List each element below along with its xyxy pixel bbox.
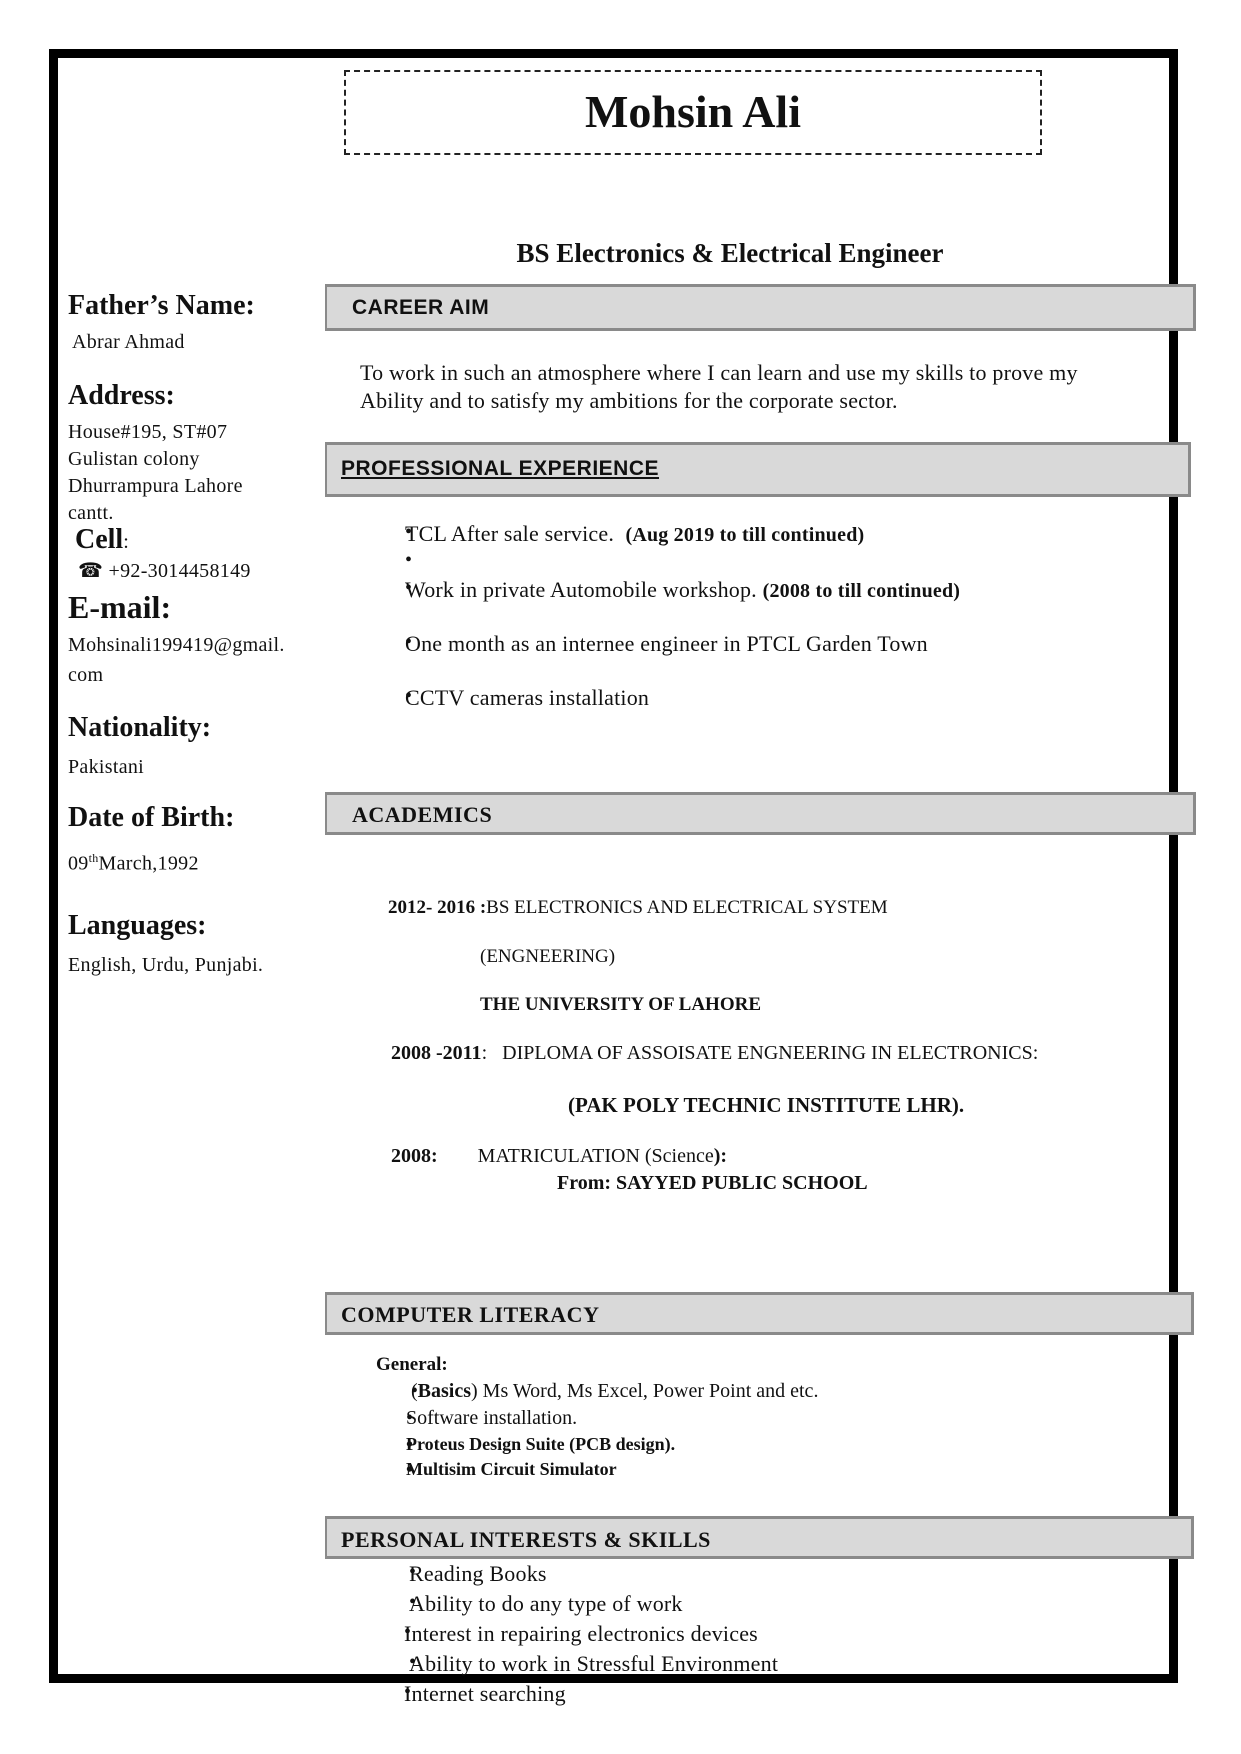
computer-item: • Multisim Circuit Simulator bbox=[376, 1459, 1156, 1484]
interests-header: PERSONAL INTERESTS & SKILLS bbox=[325, 1516, 1194, 1559]
email-line-2: com bbox=[68, 664, 104, 686]
career-aim-line-1: To work in such an atmosphere where I can learn and use my skills to prove my bbox=[360, 360, 1078, 385]
email-label: E-mail: bbox=[68, 589, 172, 625]
computer-item: • Proteus Design Suite (PCB design). bbox=[376, 1434, 1156, 1459]
computer-item: • (Basics) Ms Word, Ms Excel, Power Point and etc. bbox=[376, 1380, 1156, 1407]
candidate-name: Mohsin Ali bbox=[344, 70, 1042, 155]
address-line-2: Gulistan colony bbox=[68, 448, 200, 470]
experience-item: • One month as an internee engineer in PTCL Garden Town bbox=[405, 631, 1165, 685]
experience-item: • CCTV cameras installation bbox=[405, 685, 1165, 713]
experience-list bbox=[405, 521, 1165, 713]
nationality-value: Pakistani bbox=[68, 756, 145, 778]
address-line-1: House#195, ST#07 bbox=[68, 421, 228, 443]
academics-entry-2: 2008 -2011: DIPLOMA OF ASSOISATE ENGNEERING IN ELECTRONICS: bbox=[391, 1042, 1039, 1064]
address-line-3: Dhurrampura Lahore bbox=[68, 475, 243, 497]
email-line-1: Mohsinali199419@gmail. bbox=[68, 634, 285, 656]
interest-item: • Internet searching bbox=[376, 1681, 1156, 1711]
career-aim-header: CAREER AIM bbox=[325, 284, 1196, 331]
phone-icon: ☎ bbox=[78, 560, 104, 582]
academics-entry-3: 2008: MATRICULATION (Science): bbox=[391, 1145, 728, 1167]
dob-value: 09thMarch,1992 bbox=[68, 851, 199, 875]
interest-item: • Reading Books bbox=[376, 1561, 1156, 1591]
computer-list bbox=[376, 1380, 1156, 1484]
computer-item: • Software installation. bbox=[376, 1407, 1156, 1434]
father-value: Abrar Ahmad bbox=[72, 331, 185, 353]
academics-entry-1: 2012- 2016 :BS ELECTRONICS AND ELECTRICAL SYSTEM bbox=[388, 897, 888, 918]
father-label: Father’s Name: bbox=[68, 290, 255, 321]
career-aim-line-2: Ability and to satisfy my ambitions for the corporate sector. bbox=[360, 388, 898, 413]
interest-item: • Interest in repairing electronics devices bbox=[376, 1621, 1156, 1651]
computer-literacy-header: COMPUTER LITERACY bbox=[325, 1292, 1194, 1335]
academics-header: ACADEMICS bbox=[325, 792, 1196, 835]
experience-item bbox=[405, 549, 1165, 577]
experience-header: PROFESSIONAL EXPERIENCE bbox=[325, 442, 1191, 497]
address-line-4: cantt. bbox=[68, 502, 114, 524]
languages-label: Languages: bbox=[68, 910, 207, 941]
headline: BS Electronics & Electrical Engineer bbox=[516, 238, 944, 268]
address-label: Address: bbox=[68, 380, 175, 411]
academics-entry-2-institute: (PAK POLY TECHNIC INSTITUTE LHR). bbox=[568, 1093, 965, 1117]
cell-value: ☎ +92-3014458149 bbox=[78, 560, 251, 582]
languages-value: English, Urdu, Punjabi. bbox=[68, 954, 264, 976]
computer-general-label: General: bbox=[376, 1354, 448, 1375]
academics-entry-3-institute: From: SAYYED PUBLIC SCHOOL bbox=[557, 1172, 868, 1194]
academics-entry-1-institute: THE UNIVERSITY OF LAHORE bbox=[480, 994, 762, 1015]
academics-entry-1-degree: (ENGNEERING) bbox=[480, 946, 616, 967]
interest-item: • Ability to do any type of work bbox=[376, 1591, 1156, 1621]
experience-item: • TCL After sale service. (Aug 2019 to till continued) bbox=[405, 521, 1165, 549]
nationality-label: Nationality: bbox=[68, 712, 212, 743]
experience-item: • Work in private Automobile workshop. (2008 to till continued) bbox=[405, 577, 1165, 631]
interests-list bbox=[376, 1561, 1156, 1711]
interest-item: • Ability to work in Stressful Environment bbox=[376, 1651, 1156, 1681]
cell-label: Cell: bbox=[75, 524, 129, 555]
dob-label: Date of Birth: bbox=[68, 802, 235, 833]
